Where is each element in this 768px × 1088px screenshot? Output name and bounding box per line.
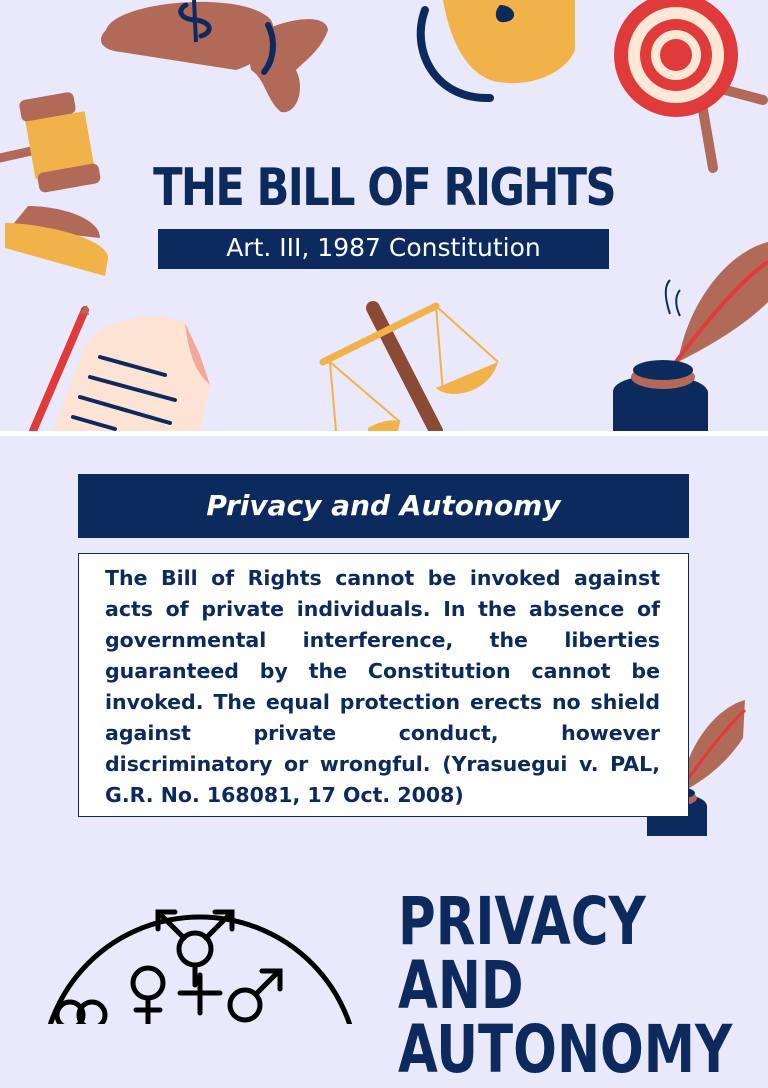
quill-inkwell-icon (608, 242, 768, 431)
footer-title-line1: PRIVACY (398, 883, 646, 960)
document-pencil-icon (25, 305, 215, 431)
scales-icon (318, 300, 503, 431)
padlock-icon (405, 0, 580, 108)
footer-title-line3: AUTONOMY (398, 1011, 733, 1088)
page-title: THE BILL OF RIGHTS (153, 158, 615, 218)
section-heading: Privacy and Autonomy (78, 474, 689, 538)
section-divider (0, 431, 768, 436)
footer-title (398, 883, 733, 1088)
page-subtitle: Art. III, 1987 Constitution (158, 229, 609, 269)
footer-title-line2: AND (398, 947, 524, 1024)
gender-symbols-icon (30, 905, 370, 1024)
section-body: The Bill of Rights cannot be invoked against acts of private individuals. In the absence of governmental interference, the liberties guaranteed by the Constitution cannot be invoked. The equal protection erects no shield against private conduct, however discriminatory or wrongful. (Yrasuegui v. PAL, G.R. No. 168081, 17 Oct. 2008) (105, 566, 660, 807)
money-bag-icon (96, 0, 331, 118)
section-text-box (78, 553, 689, 817)
target-icon (608, 0, 768, 175)
